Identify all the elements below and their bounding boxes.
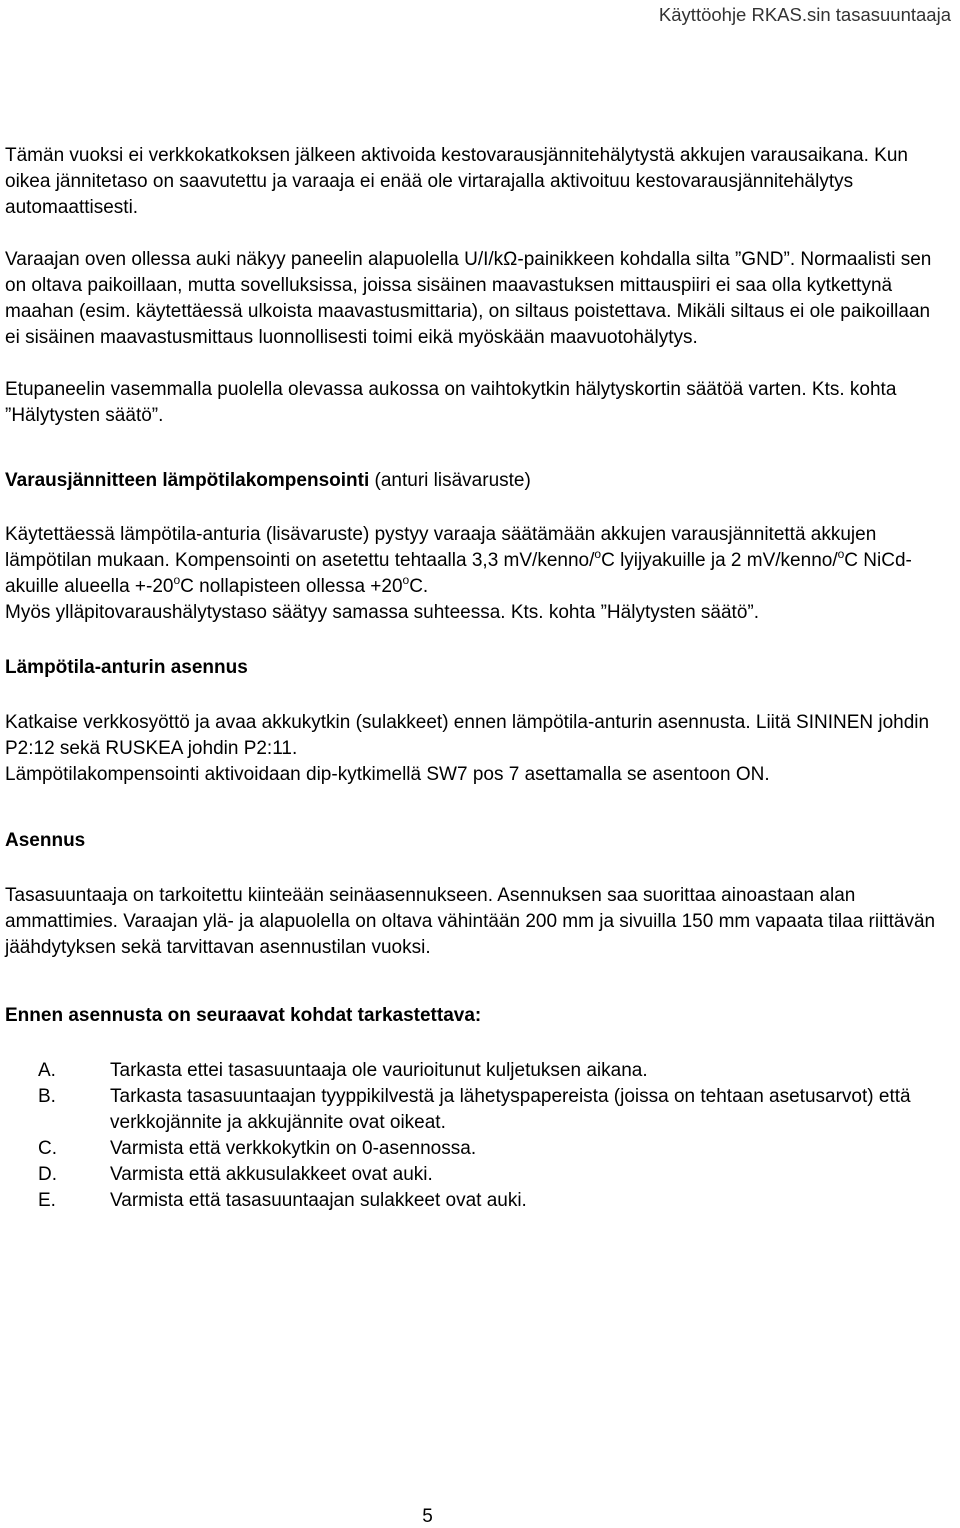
section-install-heading: Asennus <box>5 830 86 851</box>
list-item-text: Varmista että verkkokytkin on 0-asennossa. <box>110 1138 477 1159</box>
compensation-text-c: C NiCd-akuille alueella +-20 <box>5 550 912 597</box>
page-body <box>5 143 950 1214</box>
paragraph-install: Tasasuuntaaja on tarkoitettu kiinteään seinäasennukseen. Asennuksen saa suorittaa ainoastaan alan ammattimies. Varaajan ylä- ja alapuolella on oltava vähintään 200 mm ja sivuilla 150 mm vapaata tilaa riittävän jäähdytyksen sekä tarvittavan asennustilan vuoksi. <box>5 885 936 958</box>
list-item <box>5 1188 950 1214</box>
section-check-heading: Ennen asennusta on seuraavat kohdat tarkastettava: <box>5 1005 482 1026</box>
paragraph-alarm-delay: Tämän vuoksi ei verkkokatkoksen jälkeen aktivoida kestovarausjännitehälytystä akkujen varausaikana. Kun oikea jännitetaso on saavutettu ja varaaja ei enää ole virtarajalla aktivoituu kestovarausjännitehälytys automaattisesti. <box>5 145 908 218</box>
list-item-letter: E. <box>38 1190 56 1211</box>
compensation-text-d: C nollapisteen ollessa +20 <box>180 576 403 597</box>
list-item-text: Varmista että tasasuuntaajan sulakkeet ovat auki. <box>110 1190 527 1211</box>
list-item <box>5 1162 950 1188</box>
paragraph-sensor-install: Katkaise verkkosyöttö ja avaa akkukytkin (sulakkeet) ennen lämpötila-anturin asennusta. Liitä SININEN johdin P2:12 sekä RUSKEA johdin P2:11. <box>5 712 930 759</box>
document-header: Käyttöohje RKAS.sin tasasuuntaaja <box>658 4 951 25</box>
section-compensation-title <box>5 468 950 494</box>
paragraph-gnd-bridge: Varaajan oven ollessa auki näkyy paneelin alapuolella U/I/kΩ-painikkeen kohdalla silta ”GND”. Normaalisti sen on oltava paikoillaan, mutta sovelluksissa, joissa sisäinen maavastuksen mittauspiiri ei saa olla kytkettynä maahan (esim. käytettäessä ulkoista maavastusmittaria), on siltaus poistettava. Mikäli siltaus ei ole paikoillaan ei sisäinen maavastusmittaus luonnollisesti toimi eikä myöskään maavuotohälytys. <box>5 249 932 348</box>
compensation-text-a: Käytettäessä lämpötila-anturia (lisävaruste) pystyy varaaja säätämään akkujen varausjännitettä akkujen lämpötilan mukaan. Kompensointi on asetettu tehtaalla 3,3 mV/kenno/ <box>5 524 877 571</box>
compensation-text-e: C. <box>409 576 429 597</box>
paragraph-maintenance-alarm: Myös ylläpitovaraushälytystaso säätyy samassa suhteessa. Kts. kohta ”Hälytysten säätö”. <box>5 602 759 623</box>
checklist <box>5 1058 950 1214</box>
section-compensation-suffix: (anturi lisävaruste) <box>369 470 531 491</box>
list-item <box>5 1058 950 1084</box>
degree-sup-1: o <box>594 547 602 561</box>
paragraph-front-panel: Etupaneelin vasemmalla puolella olevassa aukossa on vaihtokytkin hälytyskortin säätöä varten. Kts. kohta ”Hälytysten säätö”. <box>5 379 897 426</box>
list-item-letter: A. <box>38 1060 56 1081</box>
section-compensation-heading: Varausjännitteen lämpötilakompensointi <box>5 470 370 491</box>
degree-sup-4: o <box>402 573 410 587</box>
paragraph-compensation <box>5 522 950 600</box>
degree-sup-2: o <box>837 547 845 561</box>
list-item-letter: C. <box>38 1138 57 1159</box>
list-item-text: Tarkasta ettei tasasuuntaaja ole vaurioitunut kuljetuksen aikana. <box>110 1060 648 1081</box>
page-number: 5 <box>422 1506 433 1527</box>
compensation-text-b: C lyijyakuille ja 2 mV/kenno/ <box>601 550 838 571</box>
paragraph-sensor-activation: Lämpötilakompensointi aktivoidaan dip-kytkimellä SW7 pos 7 asettamalla se asentoon ON. <box>5 764 770 785</box>
list-item <box>5 1136 950 1162</box>
list-item-letter: B. <box>38 1086 56 1107</box>
degree-sup-3: o <box>173 573 181 587</box>
list-item-text: Tarkasta tasasuuntaajan tyyppikilvestä ja lähetyspapereista (joissa on tehtaan asetusarvot) että verkkojännite ja akkujännite ovat oikeat. <box>110 1086 911 1133</box>
section-sensor-heading: Lämpötila-anturin asennus <box>5 657 248 678</box>
list-item-letter: D. <box>38 1164 57 1185</box>
list-item-text: Varmista että akkusulakkeet ovat auki. <box>110 1164 433 1185</box>
list-item <box>5 1084 950 1136</box>
